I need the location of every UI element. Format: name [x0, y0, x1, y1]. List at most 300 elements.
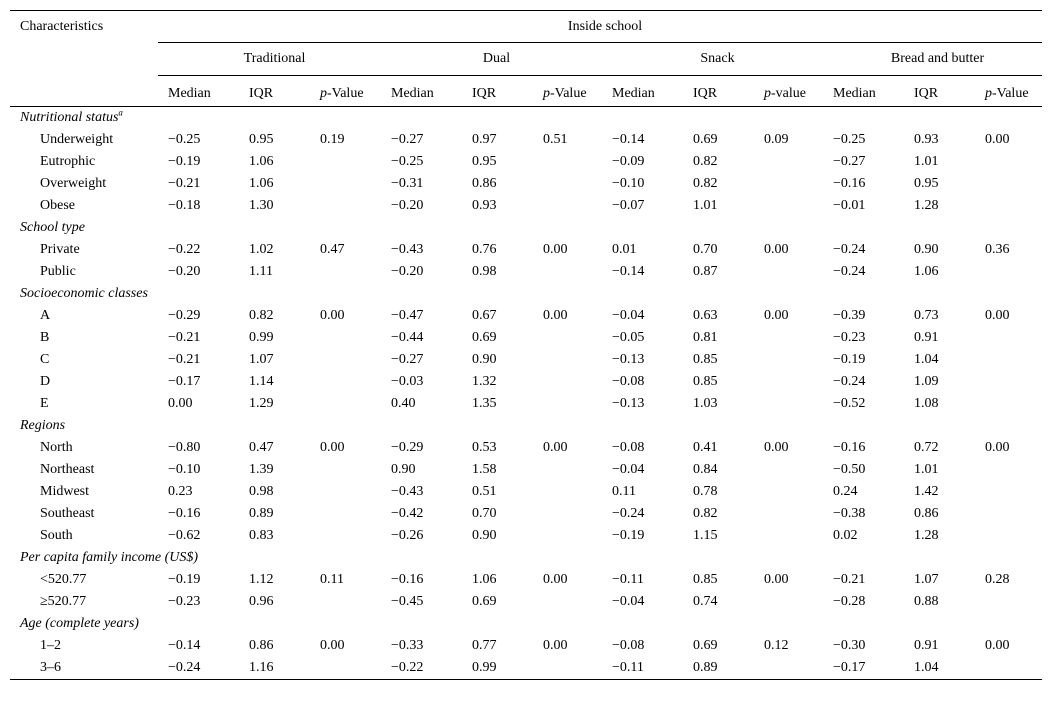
section-title: Regions — [20, 418, 66, 433]
table-cell: 0.00 — [985, 308, 1010, 323]
table-cell: −0.14 — [612, 132, 645, 147]
table-cell: 1.02 — [249, 242, 274, 257]
table-cell — [975, 393, 1042, 415]
table-cell — [975, 173, 1042, 195]
table-cell: 0.47 — [320, 242, 345, 257]
table-cell — [975, 349, 1042, 371]
table-cell: 0.85 — [693, 352, 718, 367]
table-cell: −0.23 — [168, 594, 201, 609]
sub-header-iqr: IQR — [472, 86, 497, 101]
table-cell: 0.84 — [693, 462, 718, 477]
table-cell — [754, 371, 823, 393]
section-title-cell — [10, 283, 1042, 305]
section-title-cell — [10, 217, 1042, 239]
table-cell: −0.20 — [391, 264, 424, 279]
row-label: B — [40, 330, 50, 345]
table-cell: −0.44 — [391, 330, 424, 345]
table-cell: 1.12 — [249, 572, 274, 587]
header-row-1 — [10, 11, 1042, 43]
table-cell: −0.33 — [391, 638, 424, 653]
sub-header-median: Median — [612, 86, 655, 101]
table-row — [10, 503, 1042, 525]
table-cell: 0.85 — [693, 374, 718, 389]
table-cell — [533, 195, 602, 217]
table-cell — [533, 591, 602, 613]
table-cell: −0.39 — [833, 308, 866, 323]
section-title-cell — [10, 415, 1042, 437]
table-cell: 0.97 — [472, 132, 497, 147]
row-label: E — [40, 396, 49, 411]
table-cell — [533, 371, 602, 393]
table-cell: 0.82 — [693, 176, 718, 191]
table-cell — [975, 481, 1042, 503]
table-cell — [310, 195, 381, 217]
row-label: 3–6 — [10, 657, 158, 680]
sub-header-iqr: IQR — [914, 86, 939, 101]
table-cell: −0.21 — [168, 330, 201, 345]
table-cell — [754, 591, 823, 613]
table-cell: 1.08 — [914, 396, 939, 411]
group-header-dual: Dual — [381, 43, 602, 76]
table-cell: −0.24 — [612, 506, 645, 521]
table-cell: 0.69 — [472, 330, 497, 345]
table-row — [10, 459, 1042, 481]
table-cell: −0.13 — [612, 396, 645, 411]
table-cell: −0.50 — [833, 462, 866, 477]
table-cell — [975, 525, 1042, 547]
sub-header-median: Median — [391, 86, 434, 101]
table-cell: −0.24 — [833, 264, 866, 279]
table-row — [10, 151, 1042, 173]
table-cell: 0.82 — [249, 308, 274, 323]
table-cell: −0.38 — [833, 506, 866, 521]
section-title: Socioeconomic classes — [20, 286, 148, 301]
table-cell: 0.00 — [764, 440, 789, 455]
table-cell — [754, 481, 823, 503]
table-cell: −0.45 — [391, 594, 424, 609]
table-cell: −0.19 — [168, 572, 201, 587]
table-cell: 0.90 — [472, 352, 497, 367]
table-row — [10, 657, 1042, 680]
table-cell: −0.08 — [612, 638, 645, 653]
table-cell: −0.17 — [823, 657, 904, 680]
table-cell — [533, 503, 602, 525]
table-cell: 0.36 — [985, 242, 1010, 257]
table-cell: 0.99 — [462, 657, 533, 680]
table-cell: 1.01 — [914, 462, 939, 477]
table-cell: 1.01 — [693, 198, 718, 213]
row-label: A — [40, 308, 51, 323]
table-cell: 0.91 — [914, 638, 939, 653]
table-cell — [310, 481, 381, 503]
table-cell: 1.39 — [249, 462, 274, 477]
table-cell — [533, 261, 602, 283]
sub-header-p-value: p-value — [764, 86, 806, 101]
table-cell — [975, 327, 1042, 349]
table-container — [10, 10, 1042, 680]
table-cell: −0.08 — [612, 374, 645, 389]
table-cell: 0.09 — [764, 132, 789, 147]
section-title: Per capita family income (US$) — [20, 550, 199, 565]
row-label: Southeast — [40, 506, 95, 521]
table-cell: −0.24 — [833, 374, 866, 389]
inside-school-header: Inside school — [158, 11, 1042, 43]
section-header-row — [10, 283, 1042, 305]
table-cell: 0.02 — [833, 528, 858, 543]
row-label: Obese — [40, 198, 75, 213]
table-cell: 0.93 — [472, 198, 497, 213]
table-cell: 1.15 — [693, 528, 718, 543]
table-cell — [533, 173, 602, 195]
table-row — [10, 305, 1042, 327]
table-cell: 0.73 — [914, 308, 939, 323]
table-cell: 1.11 — [249, 264, 273, 279]
row-label: Underweight — [40, 132, 114, 147]
table-cell — [310, 173, 381, 195]
table-cell: −0.14 — [168, 638, 201, 653]
table-cell: −0.27 — [391, 132, 424, 147]
data-table — [10, 10, 1042, 680]
table-cell — [975, 503, 1042, 525]
table-cell: −0.10 — [168, 462, 201, 477]
table-cell: 0.82 — [693, 154, 718, 169]
table-cell — [754, 393, 823, 415]
table-cell: 0.12 — [764, 638, 789, 653]
section-title-cell — [10, 107, 1042, 130]
row-label: North — [40, 440, 73, 455]
table-cell — [310, 327, 381, 349]
row-label: Public — [40, 264, 76, 279]
table-row — [10, 195, 1042, 217]
table-row — [10, 173, 1042, 195]
table-cell — [754, 503, 823, 525]
table-cell: −0.22 — [381, 657, 462, 680]
table-cell: −0.19 — [833, 352, 866, 367]
table-cell: −0.11 — [602, 657, 683, 680]
row-label: Eutrophic — [40, 154, 96, 169]
table-cell: 0.88 — [914, 594, 939, 609]
table-cell: 0.00 — [764, 242, 789, 257]
table-cell — [310, 261, 381, 283]
table-cell — [310, 393, 381, 415]
table-row — [10, 371, 1042, 393]
table-cell: 0.70 — [693, 242, 718, 257]
table-cell: −0.16 — [833, 176, 866, 191]
table-cell: −0.21 — [168, 176, 201, 191]
section-header-row — [10, 415, 1042, 437]
table-cell — [310, 525, 381, 547]
sub-header-iqr: IQR — [249, 86, 274, 101]
table-cell: 0.51 — [472, 484, 497, 499]
row-label: 1–2 — [40, 638, 61, 653]
table-cell: −0.04 — [612, 308, 645, 323]
table-cell: 0.00 — [168, 396, 193, 411]
table-cell — [975, 151, 1042, 173]
table-cell: 0.00 — [985, 132, 1010, 147]
table-cell: 1.07 — [249, 352, 274, 367]
table-cell: −0.14 — [612, 264, 645, 279]
table-cell: 0.90 — [914, 242, 939, 257]
table-cell: 0.95 — [472, 154, 497, 169]
table-cell: 1.06 — [472, 572, 497, 587]
table-cell: −0.29 — [391, 440, 424, 455]
table-cell: −0.80 — [168, 440, 201, 455]
table-cell: 1.14 — [249, 374, 274, 389]
table-cell: −0.21 — [833, 572, 866, 587]
header-row-2 — [10, 43, 1042, 76]
table-row — [10, 129, 1042, 151]
table-cell: −0.18 — [168, 198, 201, 213]
table-cell: −0.13 — [612, 352, 645, 367]
section-header-row — [10, 217, 1042, 239]
table-cell: 0.00 — [543, 440, 568, 455]
sub-header-p-value: p-Value — [543, 86, 587, 101]
table-cell: 1.09 — [914, 374, 939, 389]
table-cell — [533, 657, 602, 680]
row-label: South — [40, 528, 73, 543]
table-cell: −0.11 — [612, 572, 644, 587]
table-cell: 0.24 — [833, 484, 858, 499]
table-cell: 0.00 — [320, 440, 345, 455]
table-cell: 0.00 — [764, 308, 789, 323]
table-cell: 0.41 — [693, 440, 718, 455]
table-cell — [754, 459, 823, 481]
table-cell — [310, 371, 381, 393]
table-cell: 0.95 — [914, 176, 939, 191]
table-cell: 0.90 — [391, 462, 416, 477]
table-cell: 1.42 — [914, 484, 939, 499]
table-cell — [754, 173, 823, 195]
table-cell: −0.27 — [833, 154, 866, 169]
section-header-row — [10, 547, 1042, 569]
table-cell — [975, 657, 1042, 680]
table-cell — [533, 151, 602, 173]
table-row — [10, 525, 1042, 547]
section-header-row — [10, 613, 1042, 635]
table-cell: −0.10 — [612, 176, 645, 191]
table-cell: 1.32 — [472, 374, 497, 389]
table-cell: 0.00 — [543, 308, 568, 323]
footnote-marker: a — [118, 107, 123, 118]
table-cell: −0.26 — [391, 528, 424, 543]
table-cell: −0.22 — [168, 242, 201, 257]
table-cell: 0.72 — [914, 440, 939, 455]
table-body — [10, 107, 1042, 680]
table-cell: −0.25 — [168, 132, 201, 147]
table-row — [10, 327, 1042, 349]
table-cell: −0.42 — [391, 506, 424, 521]
table-cell — [310, 591, 381, 613]
table-cell: 0.63 — [693, 308, 718, 323]
table-cell: 0.89 — [249, 506, 274, 521]
table-cell: 0.86 — [249, 638, 274, 653]
table-cell: 0.00 — [764, 572, 789, 587]
table-cell — [754, 151, 823, 173]
table-cell: 1.03 — [693, 396, 718, 411]
table-cell: 0.74 — [693, 594, 718, 609]
table-cell: −0.43 — [391, 242, 424, 257]
table-cell: 0.78 — [693, 484, 718, 499]
table-cell: 0.28 — [985, 572, 1010, 587]
table-cell: 0.19 — [320, 132, 345, 147]
table-row — [10, 591, 1042, 613]
table-cell — [533, 459, 602, 481]
table-cell: 0.91 — [914, 330, 939, 345]
table-cell — [754, 327, 823, 349]
section-title: School type — [20, 220, 85, 235]
table-cell — [533, 327, 602, 349]
row-label: ≥520.77 — [40, 594, 87, 609]
characteristics-header: Characteristics — [10, 11, 158, 107]
table-cell: 0.85 — [693, 572, 718, 587]
table-row — [10, 569, 1042, 591]
table-cell: 1.01 — [914, 154, 939, 169]
table-cell — [310, 459, 381, 481]
table-cell: 0.47 — [249, 440, 274, 455]
table-cell: 0.95 — [249, 132, 274, 147]
sub-header-iqr: IQR — [693, 86, 718, 101]
table-cell: −0.24 — [158, 657, 239, 680]
table-cell: 0.99 — [249, 330, 274, 345]
row-label: D — [40, 374, 51, 389]
table-cell: −0.19 — [612, 528, 645, 543]
section-title-cell — [10, 547, 1042, 569]
table-cell: −0.04 — [612, 594, 645, 609]
table-cell: −0.20 — [391, 198, 424, 213]
table-cell: 0.77 — [472, 638, 497, 653]
table-cell: 0.00 — [543, 242, 568, 257]
table-cell: −0.17 — [168, 374, 201, 389]
table-cell: 0.69 — [693, 638, 718, 653]
table-cell: −0.30 — [833, 638, 866, 653]
table-cell: 1.29 — [249, 396, 274, 411]
sub-header-p-value: p-Value — [985, 86, 1029, 101]
table-cell: 0.98 — [249, 484, 274, 499]
table-cell: 0.89 — [683, 657, 754, 680]
table-cell — [754, 261, 823, 283]
table-cell: 0.86 — [914, 506, 939, 521]
table-cell: −0.21 — [168, 352, 201, 367]
table-cell: 1.28 — [914, 198, 939, 213]
section-header-row — [10, 107, 1042, 130]
sub-header-p-value: p-Value — [320, 86, 364, 101]
table-row — [10, 437, 1042, 459]
table-cell: −0.07 — [612, 198, 645, 213]
table-cell: 0.67 — [472, 308, 497, 323]
row-label: Private — [40, 242, 80, 257]
table-cell — [533, 349, 602, 371]
table-cell: −0.31 — [391, 176, 424, 191]
table-cell: 0.86 — [472, 176, 497, 191]
table-cell: −0.28 — [833, 594, 866, 609]
table-cell: 0.81 — [693, 330, 718, 345]
table-cell: −0.09 — [612, 154, 645, 169]
table-cell: −0.04 — [612, 462, 645, 477]
table-cell: −0.03 — [391, 374, 424, 389]
group-header-bread-and-butter: Bread and butter — [823, 43, 1042, 76]
row-label: C — [40, 352, 50, 367]
table-cell — [754, 525, 823, 547]
table-cell: −0.08 — [612, 440, 645, 455]
table-cell: 1.06 — [249, 154, 274, 169]
table-cell — [533, 481, 602, 503]
table-cell: 0.11 — [612, 484, 636, 499]
table-cell: 0.00 — [985, 638, 1010, 653]
table-cell: 0.00 — [985, 440, 1010, 455]
table-cell: −0.52 — [833, 396, 866, 411]
table-cell — [310, 503, 381, 525]
table-cell: −0.43 — [391, 484, 424, 499]
table-cell: 0.87 — [693, 264, 718, 279]
table-cell: 0.98 — [472, 264, 497, 279]
table-cell — [754, 195, 823, 217]
header-row-3 — [10, 76, 1042, 107]
table-cell — [975, 459, 1042, 481]
table-cell: −0.25 — [391, 154, 424, 169]
table-cell — [975, 261, 1042, 283]
table-cell — [975, 195, 1042, 217]
table-cell: −0.29 — [168, 308, 201, 323]
table-cell: 0.82 — [693, 506, 718, 521]
row-label: Overweight — [40, 176, 107, 191]
table-row — [10, 349, 1042, 371]
table-cell: −0.16 — [168, 506, 201, 521]
row-label: Midwest — [40, 484, 89, 499]
table-cell: 0.53 — [472, 440, 497, 455]
table-cell: 0.11 — [320, 572, 344, 587]
table-cell: 0.76 — [472, 242, 497, 257]
table-cell: 1.30 — [249, 198, 274, 213]
table-cell: 0.96 — [249, 594, 274, 609]
table-cell — [533, 393, 602, 415]
table-cell: 1.04 — [904, 657, 975, 680]
table-cell: −0.05 — [612, 330, 645, 345]
table-cell — [754, 657, 823, 680]
table-row — [10, 481, 1042, 503]
table-cell: 1.06 — [914, 264, 939, 279]
table-cell — [310, 657, 381, 680]
table-cell: 1.28 — [914, 528, 939, 543]
table-cell — [533, 525, 602, 547]
table-cell: −0.16 — [391, 572, 424, 587]
table-cell: 1.04 — [914, 352, 939, 367]
table-cell: 0.00 — [543, 572, 568, 587]
section-title-cell — [10, 613, 1042, 635]
table-cell: 1.07 — [914, 572, 939, 587]
sub-header-median: Median — [833, 86, 876, 101]
table-cell: 1.06 — [249, 176, 274, 191]
table-cell: −0.16 — [833, 440, 866, 455]
table-cell: 0.00 — [320, 308, 345, 323]
table-cell: −0.47 — [391, 308, 424, 323]
table-cell — [310, 349, 381, 371]
row-label: Northeast — [40, 462, 95, 477]
table-row — [10, 239, 1042, 261]
table-cell: −0.19 — [168, 154, 201, 169]
table-row — [10, 635, 1042, 657]
table-cell: 0.70 — [472, 506, 497, 521]
table-cell — [310, 151, 381, 173]
table-cell: −0.01 — [833, 198, 866, 213]
table-cell: 0.93 — [914, 132, 939, 147]
table-cell: 0.00 — [543, 638, 568, 653]
table-cell: −0.24 — [833, 242, 866, 257]
table-cell: −0.27 — [391, 352, 424, 367]
group-header-snack: Snack — [602, 43, 823, 76]
row-label: <520.77 — [40, 572, 87, 587]
table-cell: 0.23 — [168, 484, 193, 499]
table-cell: 0.40 — [391, 396, 416, 411]
